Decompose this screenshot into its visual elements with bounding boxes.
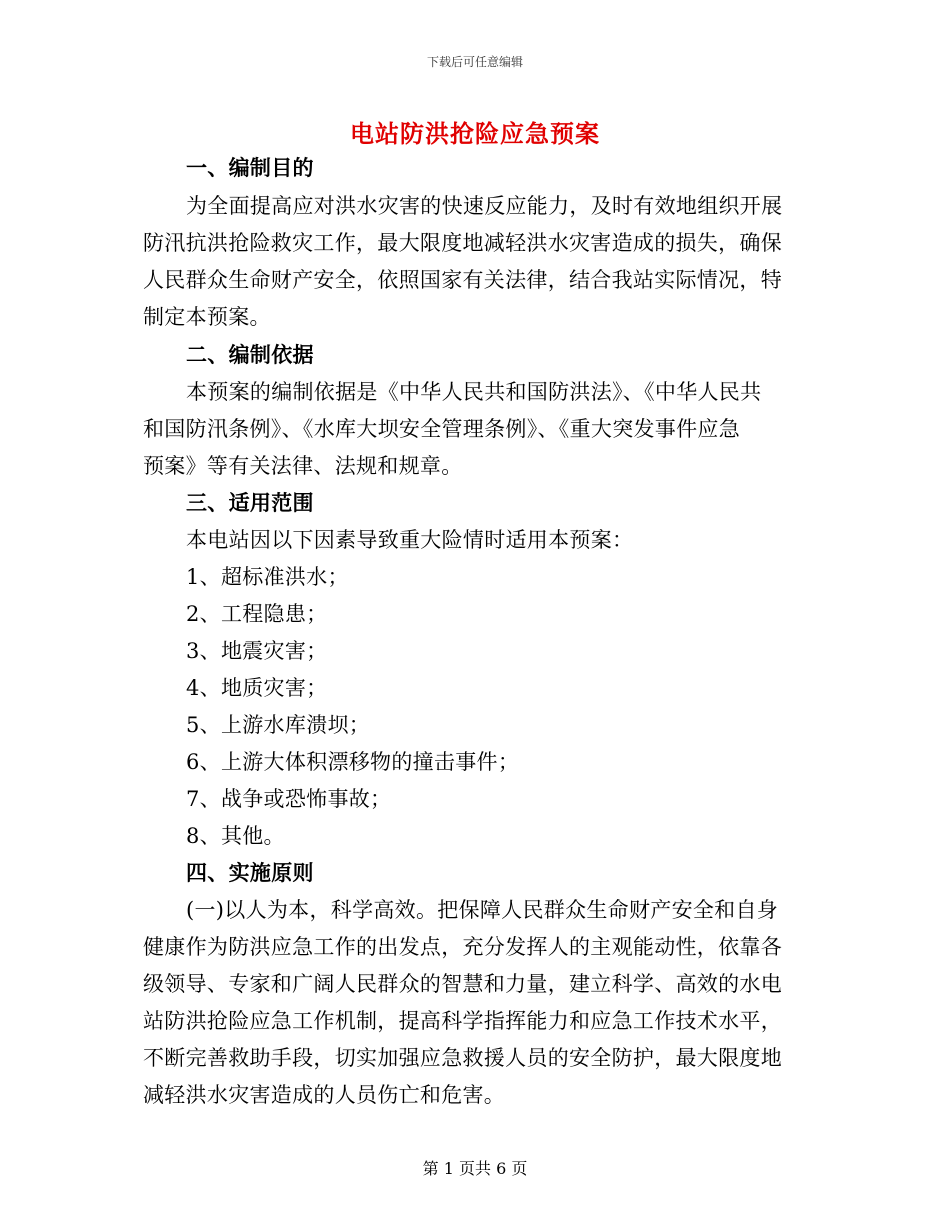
paragraph-line: 健康作为防洪应急工作的出发点，充分发挥人的主观能动性，依靠各 — [143, 935, 782, 959]
list-item: 2、工程隐患； — [186, 602, 328, 626]
paragraph-line: (一)以人为本，科学高效。把保障人民群众生命财产安全和自身 — [186, 898, 779, 922]
paragraph-line: 为全面提高应对洪水灾害的快速反应能力，及时有效地组织开展 — [186, 194, 783, 218]
paragraph-line: 不断完善救助手段，切实加强应急救援人员的安全防护，最大限度地 — [143, 1046, 782, 1070]
list-item: 6、上游大体积漂移物的撞击事件； — [186, 750, 520, 774]
header-note: 下载后可任意编辑 — [426, 55, 523, 69]
document-title: 电站防洪抢险应急预案 — [350, 119, 600, 148]
paragraph-line: 预案》等有关法律、法规和规章。 — [143, 454, 463, 478]
paragraph-line: 和国防汛条例》、《水库大坝安全管理条例》、《重大突发事件应急 — [143, 417, 740, 441]
list-item: 4、地质灾害； — [186, 676, 328, 700]
list-item: 5、上游水库溃坝； — [186, 713, 371, 737]
section-heading-4: 四、实施原则 — [186, 861, 314, 885]
list-item: 1、超标准洪水； — [186, 565, 349, 589]
page-number-footer: 第 1 页共 6 页 — [422, 1159, 528, 1178]
paragraph-line: 人民群众生命财产安全，依照国家有关法律，结合我站实际情况，特 — [143, 268, 782, 292]
list-item: 7、战争或恐怖事故； — [186, 787, 392, 811]
paragraph-line: 防汛抗洪抢险救灾工作，最大限度地减轻洪水灾害造成的损失，确保 — [143, 231, 782, 255]
paragraph-line: 站防洪抢险应急工作机制，提高科学指挥能力和应急工作技术水平， — [143, 1009, 782, 1033]
paragraph-line: 级领导、专家和广阔人民群众的智慧和力量，建立科学、高效的水电 — [143, 972, 782, 996]
paragraph-line: 制定本预案。 — [143, 305, 271, 329]
list-item: 3、地震灾害； — [186, 639, 328, 663]
section-heading-3: 三、适用范围 — [186, 491, 314, 515]
paragraph-line: 本电站因以下因素导致重大险情时适用本预案： — [186, 528, 634, 552]
list-item: 8、其他。 — [186, 824, 285, 848]
section-heading-2: 二、编制依据 — [186, 343, 314, 367]
paragraph-line: 本预案的编制依据是《中华人民共和国防洪法》、《中华人民共 — [186, 380, 762, 404]
paragraph-line: 减轻洪水灾害造成的人员伤亡和危害。 — [143, 1083, 506, 1107]
section-heading-1: 一、编制目的 — [186, 156, 314, 180]
